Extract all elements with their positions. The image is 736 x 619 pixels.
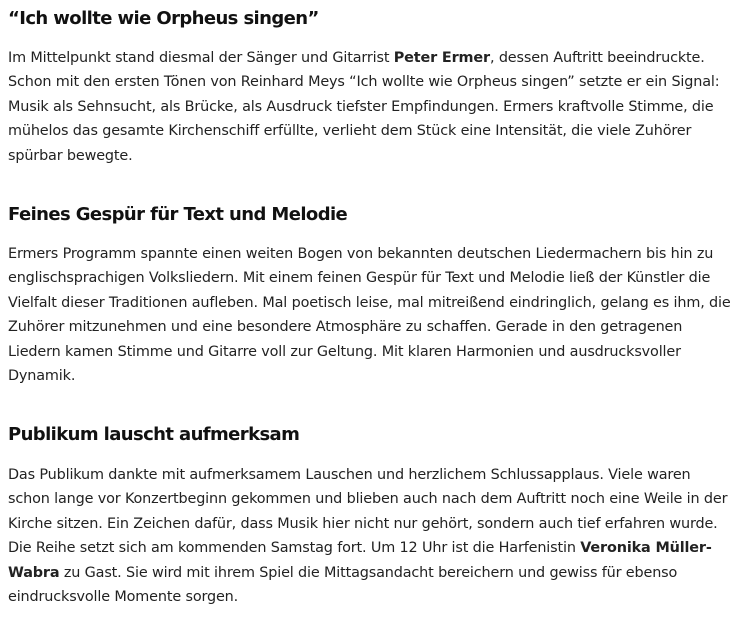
section-paragraph-gespuer <box>8 242 733 388</box>
text-run: zu Gast. Sie wird mit ihrem Spiel die Mittagsandacht bereichern und gewiss für ebenso eindrucksvolle Momente sorgen. <box>8 564 678 606</box>
text-run: , dessen Auftritt beeindruckte. Schon mit den ersten Tönen von Reinhard Meys “Ich wollte wie Orpheus singen” setzte er ein Signal: Musik als Sehnsucht, als Brücke, als Ausdruck tiefster Empfindungen. Ermers kraftvolle Stimme, die mühelos das gesamte Kirchenschiff erfüllte, verlieht dem Stück eine Intensität, die viele Zuhörer spürbar bewegte. <box>8 50 720 164</box>
section-heading-publikum: Publikum lauscht aufmerksam <box>8 424 300 445</box>
text-run: Im Mittelpunkt stand diesmal der Sänger und Gitarrist <box>8 50 394 66</box>
artist-name-veronika: Veronika Müller-Wabra <box>8 540 712 581</box>
section-heading-orpheus: “Ich wollte wie Orpheus singen” <box>8 8 319 29</box>
section-paragraph-orpheus <box>8 46 733 168</box>
section-heading-gespuer: Feines Gespür für Text und Melodie <box>8 204 348 225</box>
section-paragraph-publikum <box>8 463 733 609</box>
artist-name-peter-ermer: Peter Ermer <box>393 50 490 66</box>
text-run: Ermers Programm spannte einen weiten Bogen von bekannten deutschen Liedermachern bis hin zu englischsprachigen Volksliedern. Mit einem feinen Gespür für Text und Melodie ließ der Künstler die Vielfalt dieser Traditionen aufleben. Mal poetisch leise, mal mitreißend eindringlich, gelang es ihm, die Zuhörer mitzunehmen und eine besondere Atmosphäre zu schaffen. Gerade in den getragenen Liedern kamen Stimme und Gitarre voll zur Geltung. Mit klaren Harmonien und ausdrucksvoller Dynamik. <box>8 246 731 385</box>
text-run: Das Publikum dankte mit aufmerksamem Lauschen und herzlichem Schlussapplaus. Viele waren schon lange vor Konzertbeginn gekommen und blieben auch nach dem Auftritt noch eine Weile in der Kirche sitzen. Ein Zeichen dafür, dass Musik hier nicht nur gehört, sondern auch tief erfahren wurde. Die Reihe setzt sich am kommenden Samstag fort. Um 12 Uhr ist die Harfenistin <box>8 467 728 557</box>
